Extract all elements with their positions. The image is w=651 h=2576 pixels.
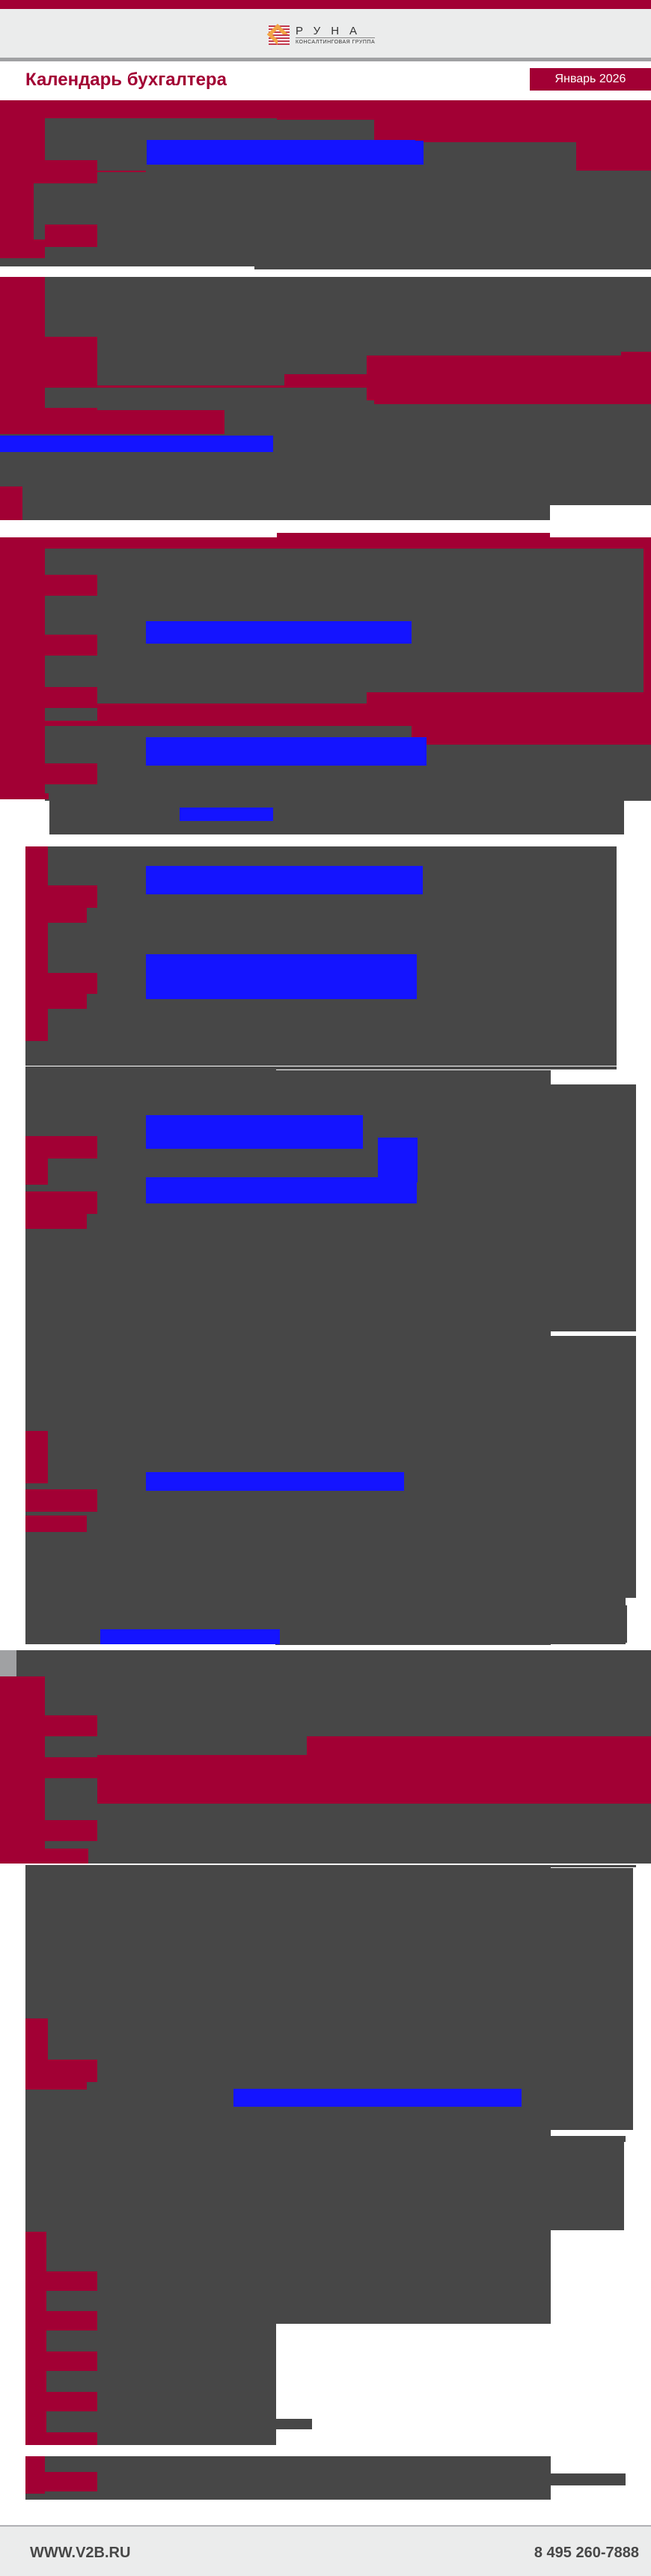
date-label (25, 885, 97, 908)
date-label (25, 994, 87, 1009)
date-label (45, 1715, 97, 1736)
date-label (45, 337, 97, 358)
page-title: Календарь бухгалтера (25, 70, 227, 90)
date-label (45, 687, 97, 708)
document-link[interactable] (146, 621, 412, 644)
document-link[interactable] (147, 140, 424, 165)
date-label (25, 908, 87, 923)
date-label (45, 763, 97, 784)
date-label (25, 973, 97, 994)
date-label (25, 1214, 87, 1229)
document-link[interactable] (146, 866, 423, 894)
date-label (25, 2392, 97, 2411)
date-label (25, 2075, 87, 2090)
top-accent-bar (0, 0, 651, 9)
date-label (0, 1849, 88, 1864)
section-9-text (25, 2456, 551, 2500)
site-header (0, 9, 651, 61)
date-label (45, 1757, 97, 1778)
company-logo[interactable] (267, 22, 387, 49)
document-link[interactable] (146, 1472, 404, 1491)
document-link[interactable] (100, 1629, 280, 1644)
document-link[interactable] (180, 808, 273, 821)
section-2-text (224, 404, 651, 520)
date-label (45, 408, 97, 429)
document-link[interactable] (146, 1177, 417, 1203)
document-link[interactable] (378, 1138, 418, 1182)
month-badge: Январь 2026 (530, 68, 651, 91)
section-8-text (25, 2230, 551, 2324)
document-link[interactable] (146, 737, 427, 766)
logo-subtitle: КОНСАЛТИНГОВАЯ ГРУППА (296, 37, 375, 45)
document-link[interactable] (0, 436, 273, 452)
date-label (45, 225, 97, 247)
document-link[interactable] (146, 954, 417, 999)
date-label (25, 2271, 97, 2291)
date-label (25, 2351, 97, 2371)
site-footer (0, 2525, 651, 2576)
date-label (25, 1191, 97, 1214)
date-label (45, 635, 97, 656)
logo-mark-icon (267, 22, 291, 48)
date-label (25, 1489, 97, 1512)
date-label (25, 1516, 87, 1532)
document-link[interactable] (233, 2089, 522, 2107)
footer-phone[interactable]: 8 495 260-7888 (534, 2545, 639, 2561)
date-label (45, 1820, 97, 1841)
logo-name: РУНА (296, 25, 368, 37)
date-label (25, 2432, 97, 2445)
date-label (25, 2472, 97, 2491)
date-label (45, 160, 97, 183)
document-link[interactable] (146, 1115, 363, 1149)
date-label (45, 575, 97, 596)
footer-website-link[interactable]: WWW.V2B.RU (30, 2545, 131, 2561)
date-label (25, 1136, 97, 1159)
title-row (0, 65, 651, 98)
date-label (25, 2311, 97, 2331)
